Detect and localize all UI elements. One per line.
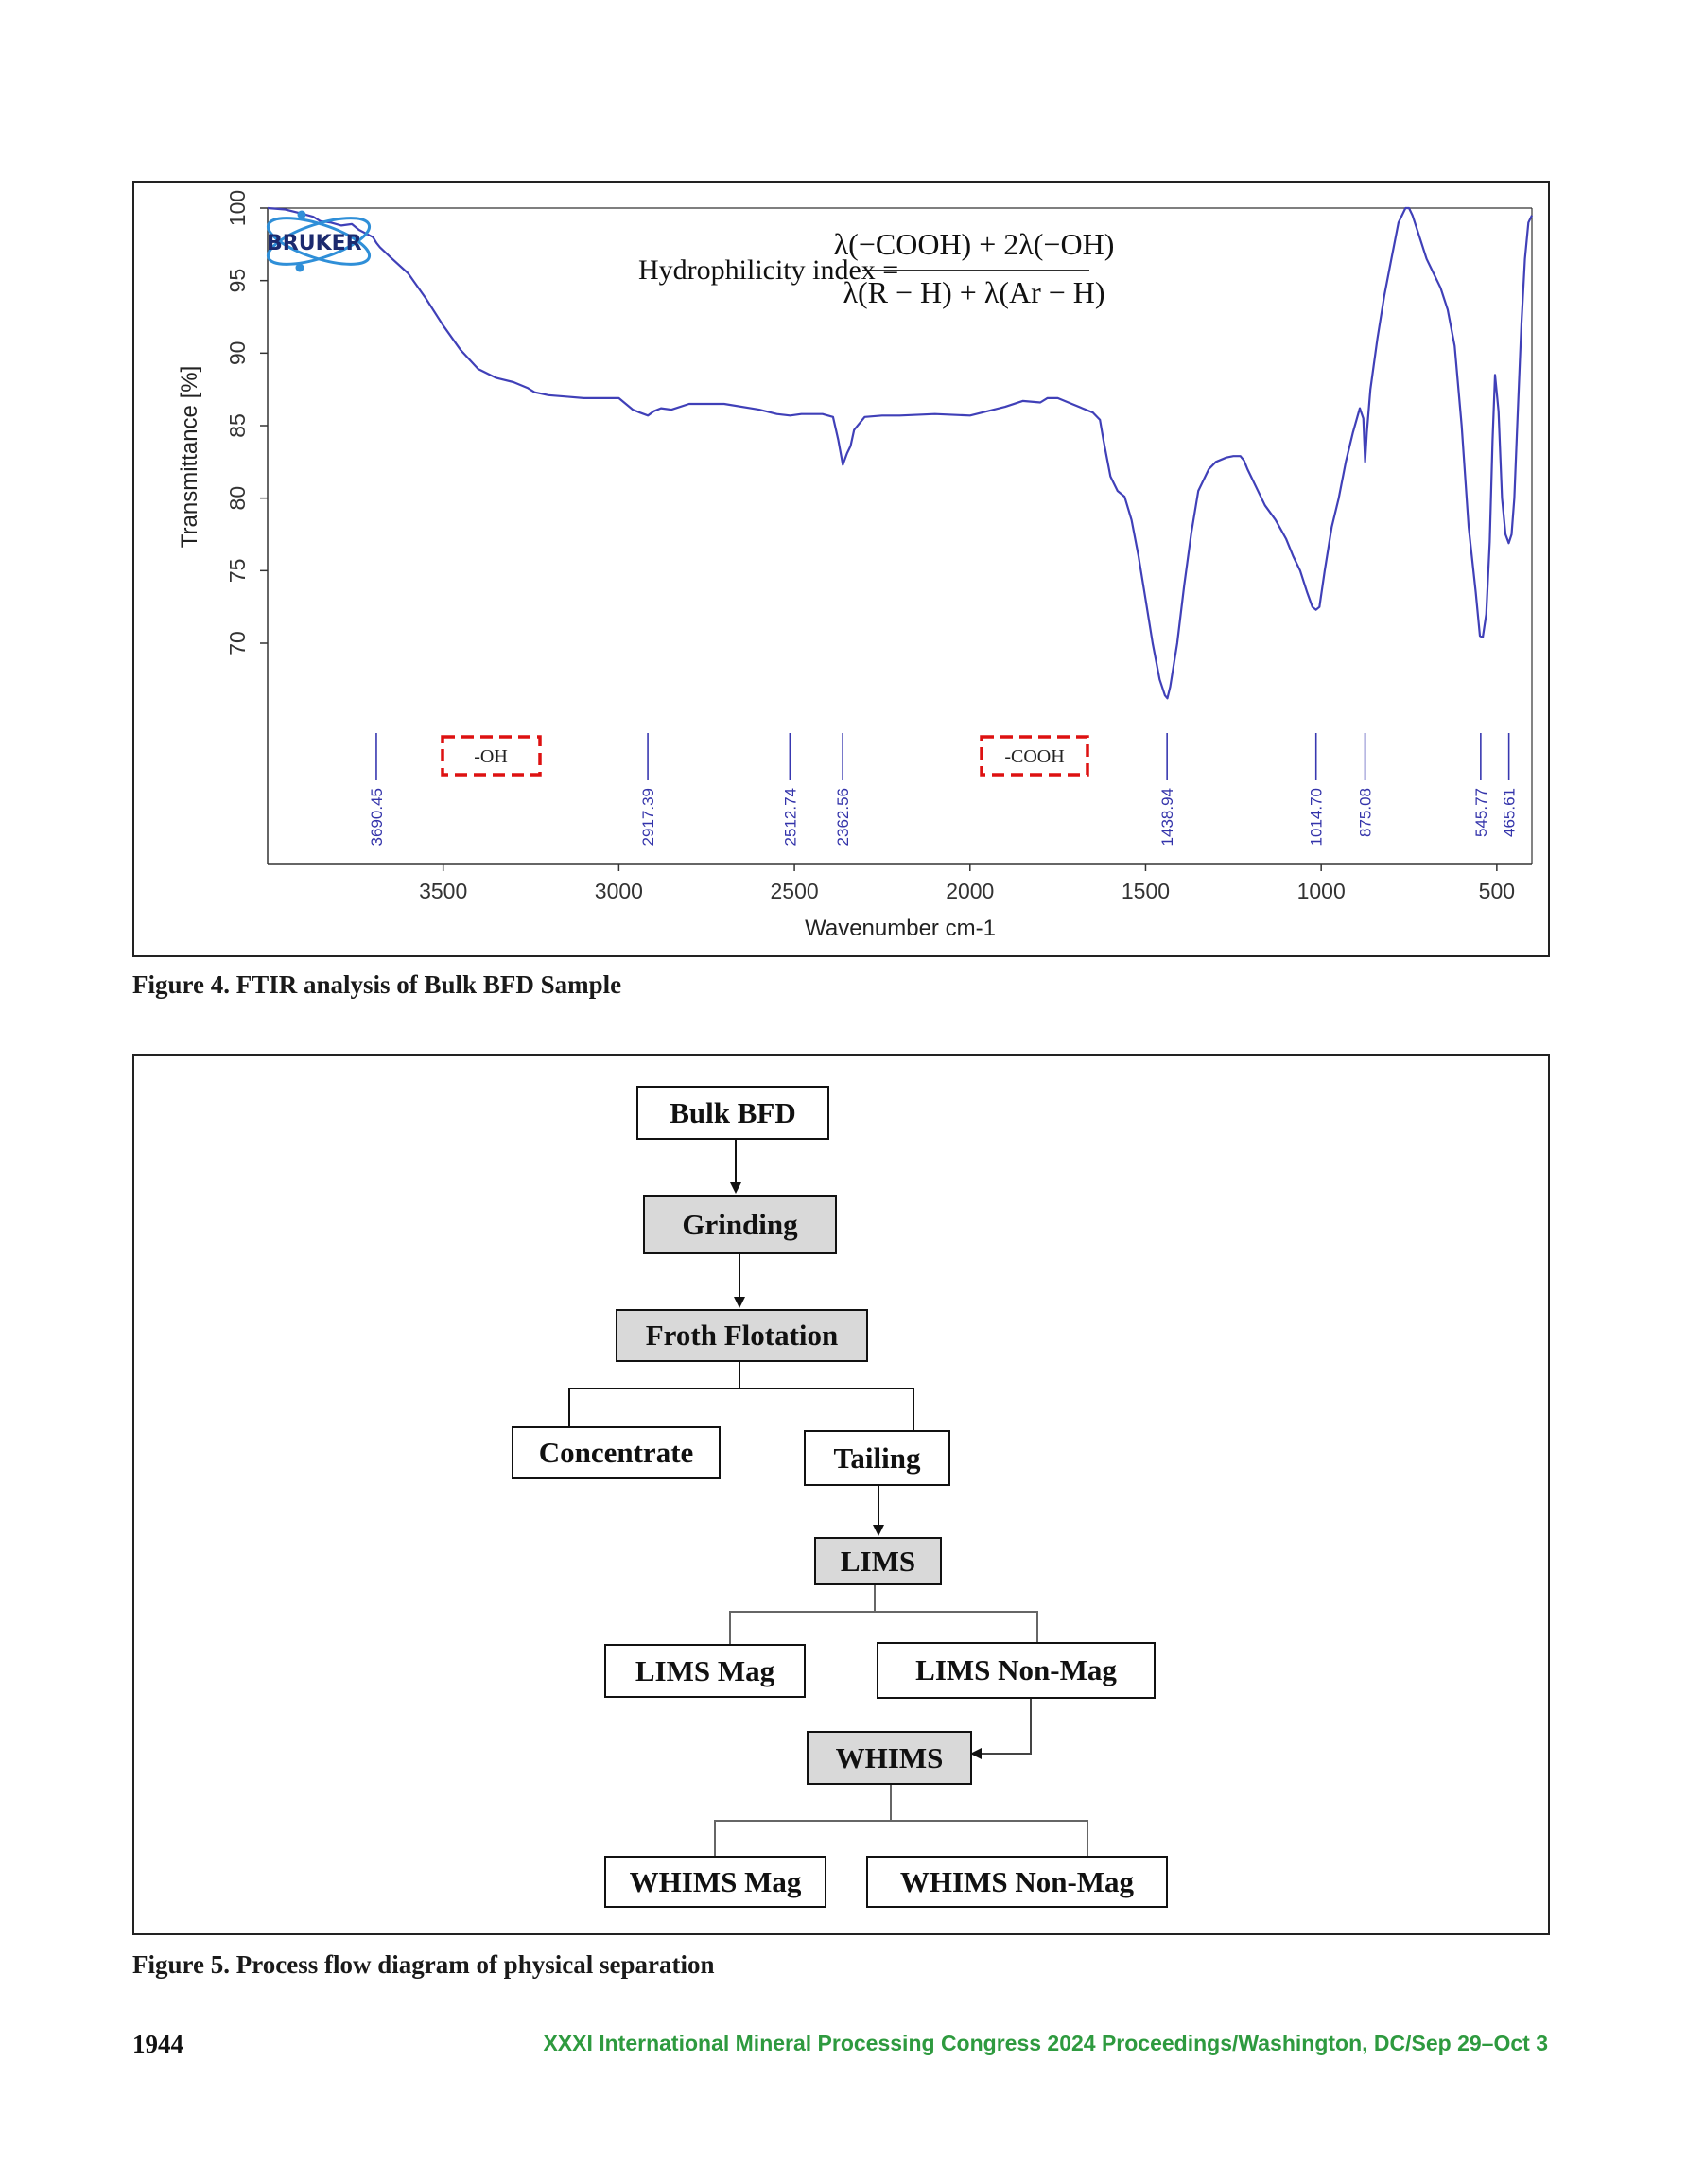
peak-label: 1014.70: [1307, 788, 1326, 847]
node-froth-flotation: Froth Flotation: [616, 1309, 868, 1362]
node-concentrate: Concentrate: [512, 1426, 721, 1479]
y-tick-label: 95: [225, 268, 250, 293]
node-lims-non-mag: LIMS Non-Mag: [877, 1642, 1156, 1699]
peak-label: 1438.94: [1158, 788, 1177, 847]
peak-label: 465.61: [1500, 788, 1519, 837]
oh-group-label: -OH: [474, 746, 508, 767]
y-tick-label: 85: [225, 413, 250, 438]
y-axis-label: Transmittance [%]: [177, 365, 202, 549]
bruker-logo-text: BRUKER: [267, 232, 362, 255]
figure5-caption: Figure 5. Process flow diagram of physical separation: [132, 1950, 715, 1979]
node-grinding: Grinding: [643, 1195, 837, 1254]
cooh-group-label: -COOH: [1004, 746, 1065, 767]
x-tick-label: 2000: [946, 879, 995, 903]
formula-denominator: λ(R − H) + λ(Ar − H): [843, 275, 1105, 309]
running-title: XXXI International Mineral Processing Congress 2024 Proceedings/Washington, DC/Sep 29–Oct 3: [543, 2031, 1548, 2055]
formula-lhs: Hydrophilicity index =: [638, 254, 899, 286]
y-tick-label: 100: [225, 189, 250, 227]
ftir-chart: [134, 183, 1548, 955]
page-number: 1944: [132, 2030, 183, 2058]
x-tick-label: 3000: [594, 879, 643, 903]
x-tick-label: 2500: [770, 879, 819, 903]
formula-numerator: λ(−COOH) + 2λ(−OH): [833, 227, 1115, 261]
peak-label: 875.08: [1356, 788, 1375, 837]
peak-label: 2362.56: [834, 788, 853, 847]
bruker-logo: [263, 209, 374, 274]
node-bulk-bfd: Bulk BFD: [636, 1086, 829, 1140]
peak-label: 545.77: [1471, 788, 1490, 837]
peak-label: 2917.39: [639, 788, 658, 847]
node-lims-mag: LIMS Mag: [604, 1644, 806, 1698]
y-tick-label: 70: [225, 631, 250, 655]
node-tailing: Tailing: [804, 1430, 950, 1486]
x-tick-label: 500: [1478, 879, 1516, 903]
x-axis-label: Wavenumber cm-1: [805, 916, 996, 941]
node-whims: WHIMS: [807, 1731, 972, 1785]
figure4-frame: [132, 181, 1550, 957]
y-tick-label: 90: [225, 341, 250, 366]
peak-label: 3690.45: [367, 788, 386, 847]
y-tick-label: 75: [225, 558, 250, 584]
y-tick-label: 80: [225, 485, 250, 511]
x-tick-label: 1500: [1121, 879, 1171, 903]
node-whims-mag: WHIMS Mag: [604, 1856, 826, 1908]
peak-label: 2512.74: [781, 788, 800, 847]
figure5-frame: [132, 1054, 1550, 1935]
x-tick-label: 3500: [419, 879, 468, 903]
figure4-caption: Figure 4. FTIR analysis of Bulk BFD Sample: [132, 970, 622, 999]
x-tick-label: 1000: [1296, 879, 1346, 903]
node-whims-non-mag: WHIMS Non-Mag: [866, 1856, 1168, 1908]
hydrophilicity-formula: [638, 227, 1114, 309]
node-lims: LIMS: [814, 1537, 942, 1585]
